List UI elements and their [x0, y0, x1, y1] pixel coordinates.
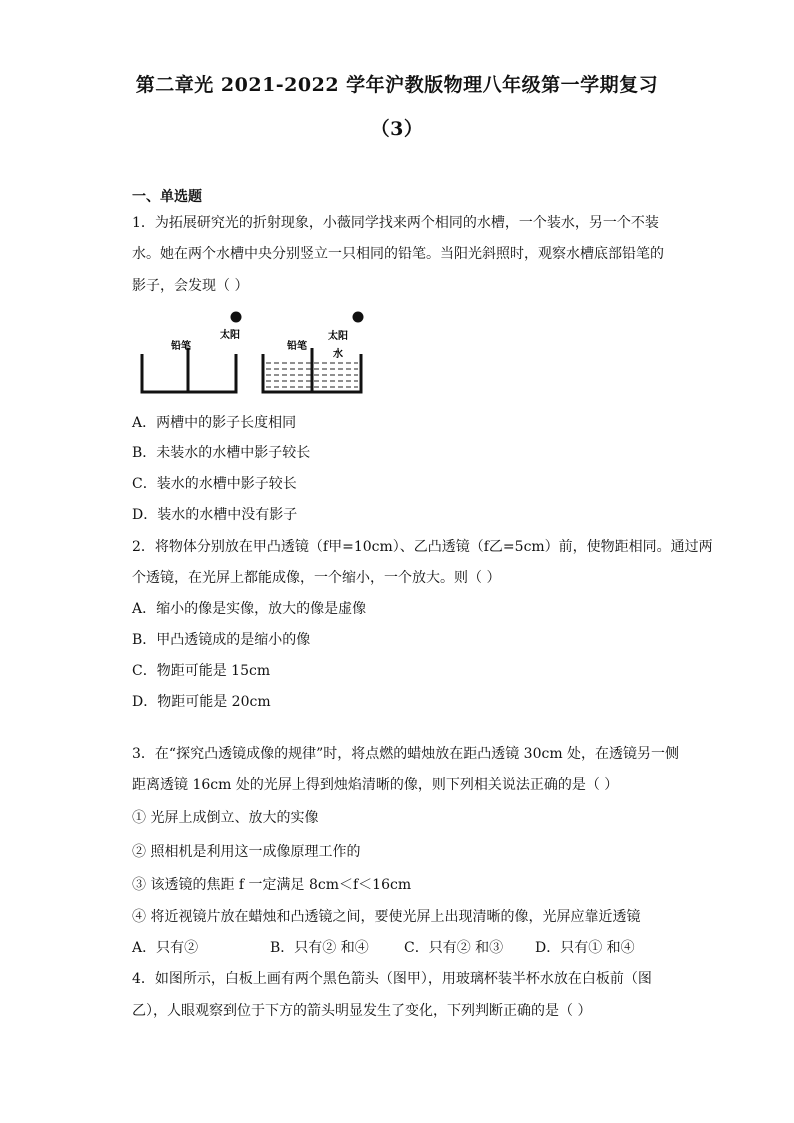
question-1-line-2: 水。她在两个水槽中央分别竖立一只相同的铅笔。当阳光斜照时，观察水槽底部铅笔的 [132, 246, 664, 262]
question-3-statement-4: ④ 将近视镜片放在蜡烛和凸透镜之间，要使光屏上出现清晰的像，光屏应靠近透镜 [132, 909, 641, 925]
pencil-label-left: 铅笔 [171, 341, 191, 352]
question-1-option-b: B．未装水的水槽中影子较长 [132, 445, 311, 461]
document-title-number: （3） [370, 118, 424, 140]
question-1-line-3: 影子，会发现（ ） [132, 278, 249, 294]
question-3-statement-1: ① 光屏上成倒立、放大的实像 [132, 810, 319, 826]
question-3-statement-3: ③ 该透镜的焦距 f 一定满足 8cm＜f＜16cm [132, 877, 412, 893]
sun-label-left: 太阳 [220, 330, 240, 341]
question-3-option-a: A．只有② [132, 940, 199, 956]
empty-tank [142, 312, 242, 393]
water-tank-figure [132, 306, 372, 398]
question-3-option-d: D．只有① 和④ [535, 940, 635, 956]
question-3-option-c: C．只有② 和③ [404, 940, 504, 956]
question-1-line-1: 1．为拓展研究光的折射现象，小薇同学找来两个相同的水槽，一个装水，另一个不装 [132, 215, 659, 231]
question-3-option-b: B．只有② 和④ [270, 940, 369, 956]
sun-icon [353, 312, 364, 323]
question-2-line-1: 2．将物体分别放在甲凸透镜（f甲=10cm）、乙凸透镜（f乙=5cm）前，使物距相同。通过两 [132, 539, 713, 555]
question-2-option-d: D．物距可能是 20cm [132, 694, 271, 710]
question-2-option-c: C．物距可能是 15cm [132, 663, 271, 679]
question-3-line-1: 3．在“探究凸透镜成像的规律”时，将点燃的蜡烛放在距凸透镜 30cm 处，在透镜另一侧 [132, 746, 680, 762]
question-2-option-a: A．缩小的像是实像，放大的像是虚像 [132, 601, 367, 617]
question-3-statement-2: ② 照相机是利用这一成像原理工作的 [132, 844, 361, 860]
water-label: 水 [333, 349, 343, 360]
question-1-option-d: D．装水的水槽中没有影子 [132, 507, 298, 523]
pencil-label-right: 铅笔 [287, 341, 307, 352]
question-1-option-a: A．两槽中的影子长度相同 [132, 415, 297, 431]
question-2-line-2: 个透镜，在光屏上都能成像，一个缩小，一个放大。则（ ） [132, 570, 501, 586]
water-tank [263, 312, 364, 393]
question-4-line-2: 乙），人眼观察到位于下方的箭头明显发生了变化，下列判断正确的是（ ） [132, 1003, 592, 1019]
question-3-line-2: 距离透镜 16cm 处的光屏上得到烛焰清晰的像，则下列相关说法正确的是（ ） [132, 777, 619, 793]
document-title: 第二章光 2021-2022 学年沪教版物理八年级第一学期复习 [135, 74, 659, 96]
sun-icon [231, 312, 242, 323]
question-1-option-c: C．装水的水槽中影子较长 [132, 476, 297, 492]
sun-label-right: 太阳 [328, 331, 348, 342]
section-heading: 一、单选题 [132, 189, 202, 205]
question-4-line-1: 4．如图所示，白板上画有两个黑色箭头（图甲），用玻璃杯装半杯水放在白板前（图 [132, 971, 652, 987]
question-2-option-b: B．甲凸透镜成的是缩小的像 [132, 632, 311, 648]
